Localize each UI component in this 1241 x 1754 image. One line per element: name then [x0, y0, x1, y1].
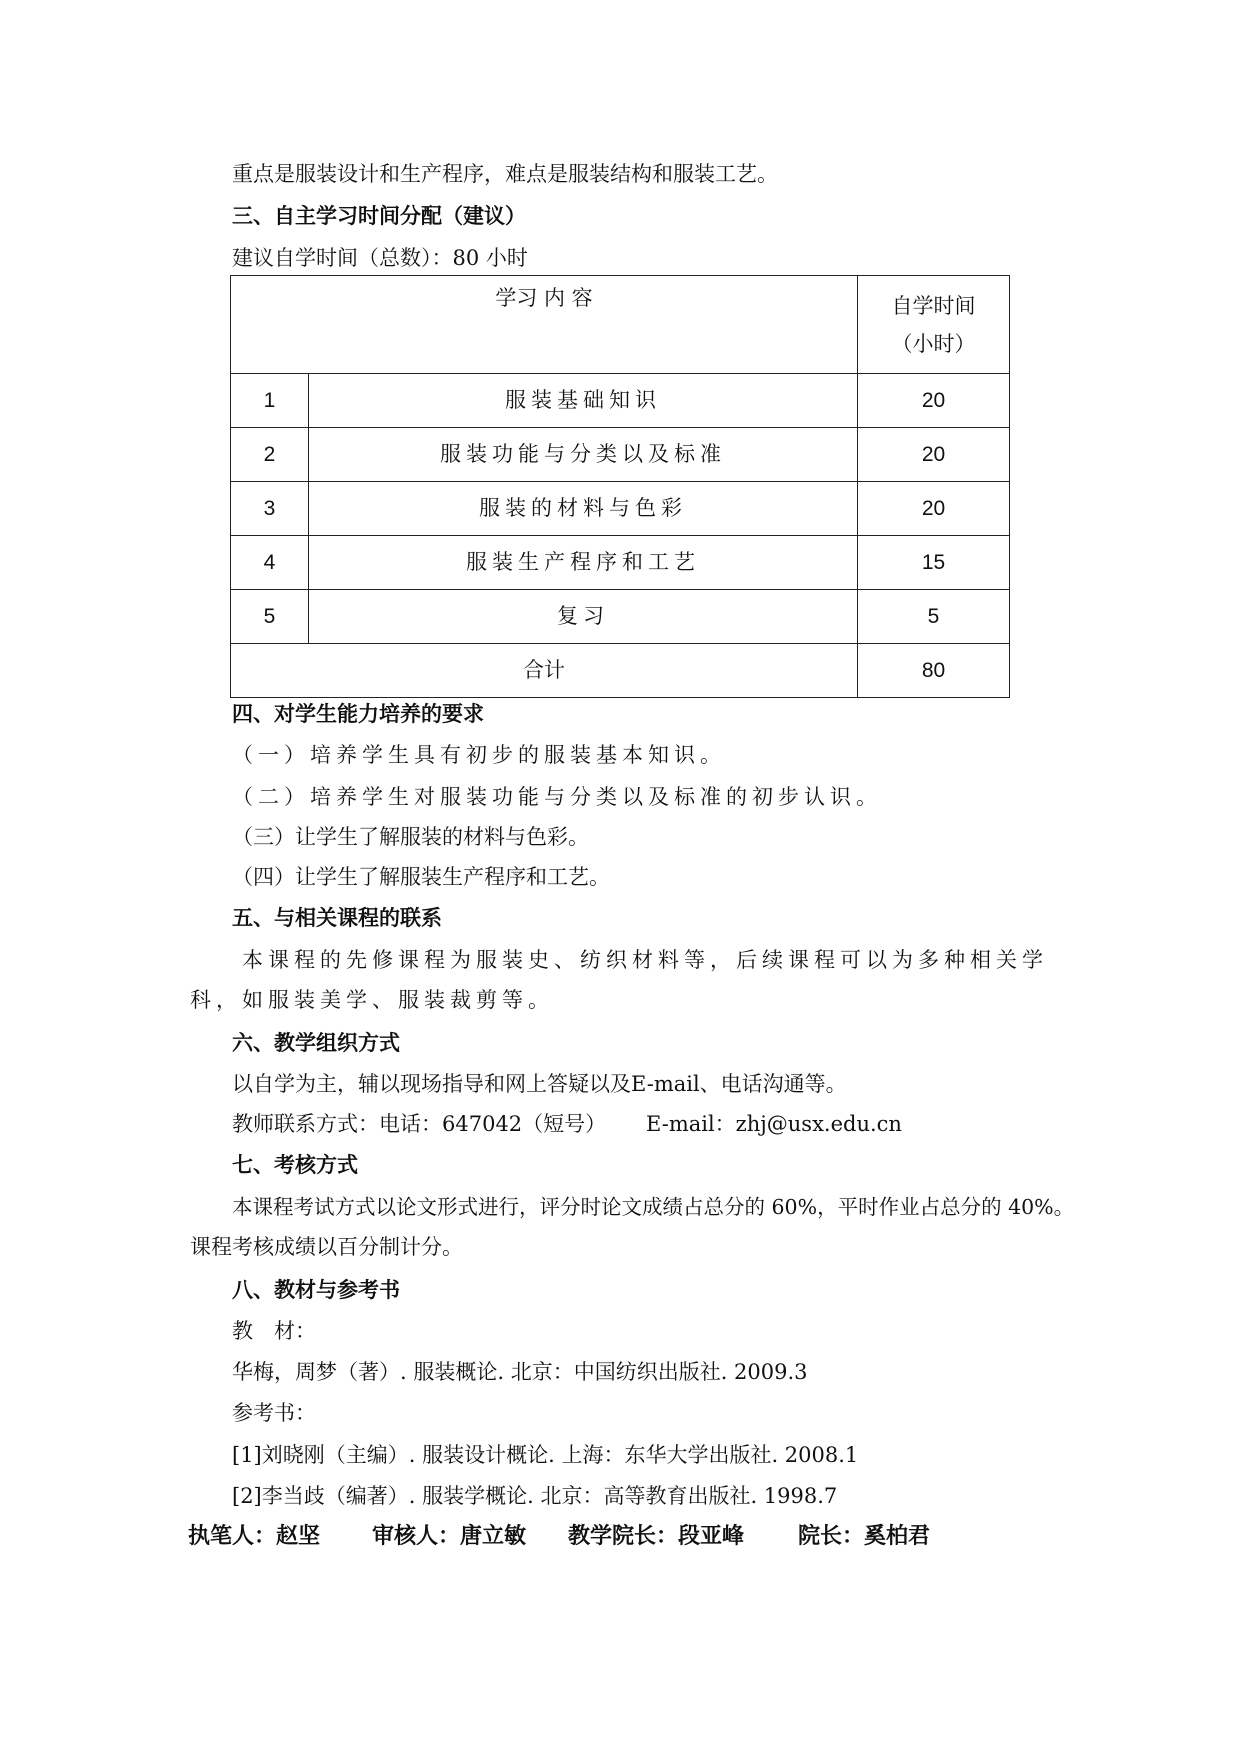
header-hours-line2: （小时）	[891, 331, 976, 356]
row-content: 服装功能与分类以及标准	[309, 428, 858, 482]
assessment-line1: 本课程考试方式以论文形式进行，评分时论文成绩占总分的 60%，平时作业占总分的 40%。	[232, 1195, 1075, 1219]
teacher-phone: 教师联系方式：电话：647042（短号）	[232, 1112, 607, 1136]
row-hours: 20	[858, 374, 1010, 428]
table-total-row	[231, 644, 1010, 698]
textbook-label: 教 材：	[232, 1319, 316, 1343]
table-row	[231, 590, 1010, 644]
header-study-content: 学习 内 容	[231, 276, 858, 374]
row-content: 复习	[309, 590, 858, 644]
related-courses-line2: 科，如服装美学、服装裁剪等。	[190, 988, 554, 1012]
writer-signature: 执笔人：赵坚	[188, 1524, 321, 1549]
table-header-row	[231, 276, 1010, 374]
reviewer-signature: 审核人：唐立敏	[372, 1524, 527, 1549]
section-3-title: 三、自主学习时间分配（建议）	[232, 204, 526, 228]
row-number: 4	[231, 536, 309, 590]
teaching-dean-signature: 教学院长：段亚峰	[568, 1524, 745, 1549]
section-6-title: 六、教学组织方式	[232, 1031, 400, 1055]
section-8-title: 八、教材与参考书	[232, 1278, 400, 1302]
row-content: 服装基础知识	[309, 374, 858, 428]
row-hours: 20	[858, 482, 1010, 536]
total-label: 合计	[231, 644, 858, 698]
related-courses-line1: 本课程的先修课程为服装史、纺织材料等，后续课程可以为多种相关学	[242, 948, 1048, 972]
reference-entry: [2]李当歧（编著）. 服装学概论. 北京：高等教育出版社. 1998.7	[232, 1484, 838, 1508]
ability-item: （四）让学生了解服装生产程序和工艺。	[232, 865, 610, 889]
row-number: 3	[231, 482, 309, 536]
header-self-study-hours	[858, 276, 1010, 374]
row-content: 服装的材料与色彩	[309, 482, 858, 536]
teacher-email: E-mail：zhj@usx.edu.cn	[646, 1112, 902, 1136]
table-row	[231, 536, 1010, 590]
ability-item: （一）培养学生具有初步的服装基本知识。	[232, 743, 726, 767]
reference-entry: [1]刘晓刚（主编）. 服装设计概论. 上海：东华大学出版社. 2008.1	[232, 1443, 859, 1467]
self-study-hours-table	[230, 275, 1010, 698]
row-number: 5	[231, 590, 309, 644]
intro-line: 重点是服装设计和生产程序，难点是服装结构和服装工艺。	[232, 162, 778, 186]
header-hours-line1: 自学时间	[891, 293, 976, 318]
section-7-title: 七、考核方式	[232, 1153, 358, 1177]
ability-item: （三）让学生了解服装的材料与色彩。	[232, 825, 589, 849]
self-study-total-hours: 建议自学时间（总数）：80 小时	[232, 246, 528, 270]
dean-signature: 院长：奚柏君	[798, 1524, 931, 1549]
ability-item: （二）培养学生对服装功能与分类以及标准的初步认识。	[232, 785, 882, 809]
assessment-line2: 课程考核成绩以百分制计分。	[190, 1235, 463, 1259]
row-hours: 20	[858, 428, 1010, 482]
table-row	[231, 428, 1010, 482]
section-4-title: 四、对学生能力培养的要求	[232, 702, 484, 726]
teaching-organization: 以自学为主，辅以现场指导和网上答疑以及E-mail、电话沟通等。	[232, 1072, 847, 1096]
row-number: 1	[231, 374, 309, 428]
section-5-title: 五、与相关课程的联系	[232, 906, 442, 930]
row-hours: 15	[858, 536, 1010, 590]
textbook-entry: 华梅，周梦（著）. 服装概论. 北京：中国纺织出版社. 2009.3	[232, 1360, 808, 1384]
total-value: 80	[858, 644, 1010, 698]
table-row	[231, 482, 1010, 536]
row-content: 服装生产程序和工艺	[309, 536, 858, 590]
reference-label: 参考书：	[232, 1401, 316, 1425]
row-number: 2	[231, 428, 309, 482]
table-row	[231, 374, 1010, 428]
row-hours: 5	[858, 590, 1010, 644]
